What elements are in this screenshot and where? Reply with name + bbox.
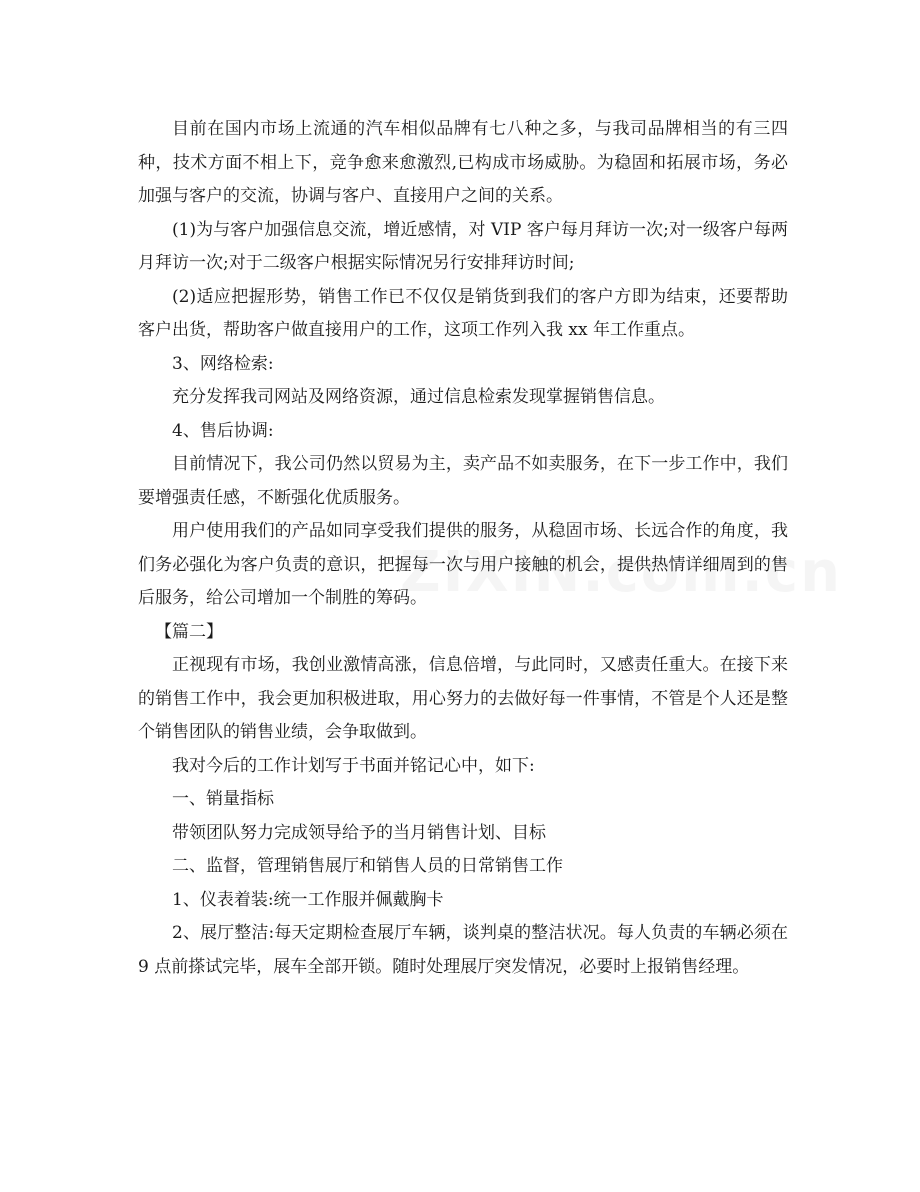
paragraph: 1、仪表着装:统一工作服并佩戴胸卡 bbox=[172, 889, 444, 910]
paragraph: 充分发挥我司网站及网络资源，通过信息检索发现掌握销售信息。 bbox=[172, 387, 665, 407]
paragraph: (2)适应把握形势，销售工作已不仅仅是销货到我们的客户方即为结束，还要帮助客户出货，帮助客户做直接用户的工作，这项工作列入我 xx 年工作重点。 bbox=[138, 286, 788, 340]
paragraph: (1)为与客户加强信息交流，增近感情，对 VIP 客户每月拜访一次;对一级客户每两月拜访一次;对于二级客户根据实际情况另行安排拜访时间; bbox=[138, 219, 788, 273]
section-title: 【篇二】 bbox=[155, 621, 223, 642]
paragraph: 二、监督，管理销售展厅和销售人员的日常销售工作 bbox=[172, 856, 563, 876]
paragraph: 2、展厅整洁:每天定期检查展厅车辆，谈判桌的整洁状况。每人负责的车辆必须在 9 点前搽试完毕，展车全部开锁。随时处理展厅突发情况，必要时上报销售经理。 bbox=[138, 923, 788, 977]
document-body bbox=[138, 113, 788, 984]
paragraph: 正视现有市场，我创业激情高涨，信息倍增，与此同时，又感责任重大。在接下来的销售工作中，我会更加积极进取，用心努力的去做好每一件事情，不管是个人还是整个销售团队的销售业绩，会争取做到。 bbox=[138, 655, 788, 742]
paragraph: 我对今后的工作计划写于书面并铭记心中，如下: bbox=[172, 755, 535, 776]
paragraph: 4、售后协调: bbox=[172, 420, 274, 441]
paragraph: 3、网络检索: bbox=[172, 353, 274, 374]
paragraph: 目前情况下，我公司仍然以贸易为主，卖产品不如卖服务，在下一步工作中，我们要增强责任感，不断强化优质服务。 bbox=[138, 454, 788, 508]
paragraph: 用户使用我们的产品如同享受我们提供的服务，从稳固市场、长远合作的角度，我们务必强化为客户负责的意识，把握每一次与用户接触的机会，提供热情详细周到的售后服务，给公司增加一个制胜的筹码。 bbox=[138, 521, 788, 608]
paragraph: 目前在国内市场上流通的汽车相似品牌有七八种之多，与我司品牌相当的有三四种，技术方面不相上下，竞争愈来愈激烈,已构成市场威胁。为稳固和拓展市场，务必加强与客户的交流，协调与客户、直接用户之间的关系。 bbox=[138, 119, 788, 206]
paragraph: 带领团队努力完成领导给予的当月销售计划、目标 bbox=[172, 822, 546, 843]
paragraph: 一、销量指标 bbox=[172, 789, 274, 809]
